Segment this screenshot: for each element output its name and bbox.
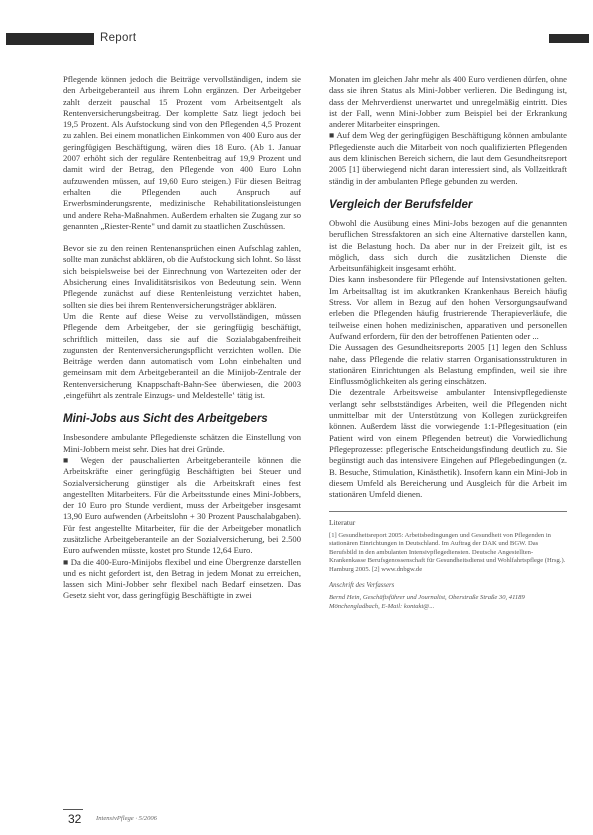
paragraph: ■ Wegen der pauschalierten Arbeitgeberanteile können die Arbeitskräfte einer geringfügig Beschäftigten bei Steuer und Sozialversicherung günstiger als die Arbeitskraft eines fest angestellten Mitarbeiters. Für die Arbeitsstunde eines Mini-Jobbers, der 10 Euro pro Stunde verdient, muss der Arbeitgeber insgesamt 13,90 Euro aufwenden (Arbeitslohn + 30 Prozent Pauschalabgaben). Für fest angestellte Mitarbeiter, für die der Arbeitgeber monatlich zusätzliche Arbeitgeberanteile an der Sozialversicherung, bei 2.500 Euro aufwenden müsste, kostet pro Stunde 12,64 Euro. <box>63 454 301 556</box>
footnotes: [1] Gesundheitsreport 2005: Arbeitsbedingungen und Gesundheit von Pflegenden in stationären Einrichtungen in Deutschland. Im Auftrag der DAK und BGW. Das Berufsbild in den ambulanten Intensivpflegediensten. Deutsche Angestellten-Krankenkasse Berufsgenossenschaft für Gesundheitsdienst und Wohlfahrtspflege (Hrsg.). Hamburg 2005. [2] www.dnbgw.de <box>329 531 566 573</box>
paragraph: Obwohl die Ausübung eines Mini-Jobs bezogen auf die genannten beruflichen Stressfaktoren an sich eine Alternative darstellen kann, ist die Belastung hoch. Da aber nur in der Freizeit gilt, ist es möglich, dass sich durch die zusätzlichen Dienste die Arbeitsunfähigkeit insgesamt erhöht. <box>329 217 567 274</box>
paragraph: Dies kann insbesondere für Pflegende auf Intensivstationen gelten. Im Arbeitsalltag ist im akutkranken Krankenhaus Bereich häufig Stress. Vor allem in Bezug auf den hohen Versorgungsaufwand erleben die Pflegenden häufig frustrierende Therapieverläufe, die teilweise einen hohen medizinischen, apparativen und personellen Aufwand erfordern, für den der betroffenen Patienten oder ... <box>329 274 567 341</box>
page-header <box>0 33 593 47</box>
author-label: Anschrift des Verfassers <box>329 582 395 590</box>
author-address: Bernd Hein, Geschäftsführer und Journalist, Oberstraße Straße 30, 41189 Mönchengladbach, E-Mail: kontakt@... <box>329 594 525 610</box>
section-label: Report <box>100 32 137 44</box>
page-number: 32 <box>68 812 82 826</box>
paragraph: ■ Da die 400-Euro-Minijobs flexibel und eine Übergrenze darstellen und es nicht gefordert ist, den Betrag in jedem Monat zu erreichen, lassen sich Mini-Jobber sehr flexibel nach Bedarf einsetzen. Das Gesetz sieht vor, dass geringfügig Beschäftigte in zwei <box>63 556 301 601</box>
footer-rule <box>63 809 83 810</box>
paragraph: Monaten im gleichen Jahr mehr als 400 Euro verdienen dürfen, ohne dass sie ihren Status als Mini-Jobber verlieren. Die Bedingung ist, dass der Mehrverdienst unerwartet und unregelmäßig eintritt. Dies ist der Fall, wenn Mini-Jobber zum Beispiel bei der Erkrankung anderer Mitarbeiter einspringen. <box>329 74 567 130</box>
paragraph: ■ Auf dem Weg der geringfügigen Beschäftigung können ambulante Pflegedienste auch die Mitarbeit von noch qualifizierten Pflegenden aus dem klinischen Bereich sichern, die laut dem Gesundheitsreport 2005 [1] überwiegend nicht daran interessiert sind, als Vollzeitkraft ständig in der ambulanten Pflege gebunden zu werden. <box>329 130 567 186</box>
footnote-divider <box>329 511 567 512</box>
subheading: Mini-Jobs aus Sicht des Arbeitgebers <box>63 413 268 426</box>
paragraph: Um die Rente auf diese Weise zu vervollständigen, müssen Pflegende dem Arbeitgeber, der sie geringfügig beschäftigt, schriftlich mitteilen, dass sie auf die Sozialabgabenfreiheit zugunsten der Rentenversicherungspflicht verzichten wollen. Die Beiträge werden dann automatisch vom Lohn einbehalten und gemeinsam mit dem Arbeitgeberanteil an die Minijob-Zentrale der Rentenversicherung Knappschaft-Bahn-See überwiesen, die 2003 ‚eingeführt als zentrale Einzugs- und Meldestelle‛ tätig ist. <box>63 310 301 401</box>
right-column <box>329 74 567 611</box>
paragraph: Bevor sie zu den reinen Rentenansprüchen einen Aufschlag zahlen, sollte man zunächst abklären, ob die Aufstockung sich lohnt. So lässt sich beispielsweise bei der Einrechnung von Wartezeiten oder der Absicherung eines Invaliditätsrisikos von Bedeutung sein. Wenn Pflegende zunächst auf diese Rentenleistung verzichtet haben, sollten sie dies bei ihrem Rentenversicherungsträger abklären. <box>63 243 301 310</box>
header-bar-right <box>549 34 589 43</box>
header-bar-left <box>6 33 94 45</box>
page-footer <box>0 812 593 832</box>
paragraph: Insbesondere ambulante Pflegedienste schätzen die Einstellung von Mini-Jobbern meist sehr. Dies hat drei Gründe. <box>63 432 301 454</box>
paragraph: Die Aussagen des Gesundheitsreports 2005 [1] legen den Schluss nahe, dass Pflegende die relativ starren Organisationsstrukturen in stationären Einrichtungen als Belastung empfinden, weil sie ihre Einflussmöglichkeiten als gering einschätzen. <box>329 342 567 387</box>
left-column <box>63 74 301 602</box>
subheading: Vergleich der Berufsfelder <box>329 198 473 211</box>
publication-name: IntensivPflege · 5/2006 <box>96 815 157 822</box>
footnotes-title: Literatur <box>329 518 356 528</box>
paragraph: Die dezentrale Arbeitsweise ambulanter Intensivpflegedienste verlangt sehr selbstständiges Arbeiten, weil die Pflegenden nicht unmittelbar mit der Unterstützung von Kollegen zurückgreifen können. Außerdem lässt die vorwiegende 1:1-Pflegesituation (ein Patient wird von einem Pflegenden betreut) die Vorwiedlichung Pflegeprozesse: pflegerische Entscheidungsfindung deutlich zu. Sie begünstigt auch das intensivere Eingehen auf Pflegebedingungen (z. B. Besuche, Stimulation, Kinästhetik). Insofern kann ein Mini-Job in diesem Umfeld als Bereicherung und Ausgleich für die Arbeit im stationären Umfeld dienen. <box>329 387 567 500</box>
paragraph: Pflegende können jedoch die Beiträge vervollständigen, indem sie den Arbeitgeberanteil aus ihrem Lohn ergänzen. Der Arbeitgeber zahlt derzeit pauschal 15 Prozent vom Arbeitsentgelt als Rentenversicherungsbeitrag. Der komplette Satz liegt jedoch bei 19,5 Prozent. Als Aufstockung sind von den Pflegenden 4,5 Prozent zu zahlen. Bei einem monatlichen Einkommen von 400 Euro aus der geringfügigen Beschäftigung, wären dies 18 Euro. (Ab 1. Januar 2007 erhöht sich der reguläre Rentenbeitrag auf 19,9 Prozent und damit wird der Betrag, den Pflegende von 400 Euro Lohn aufzuwenden müssen, auf 19,60 Euro steigen.) Für diesen Beitrag erhalten die Pflegenden auch Anspruch auf Erwerbsminderungsrente, medizinische Rehabilitationsleistungen und andere Reha-Maßnahmen. Außerdem erhalten sie Zugang zur so genannten „Riester-Rente" und damit zu staatlichen Zuschüssen. <box>63 74 301 231</box>
